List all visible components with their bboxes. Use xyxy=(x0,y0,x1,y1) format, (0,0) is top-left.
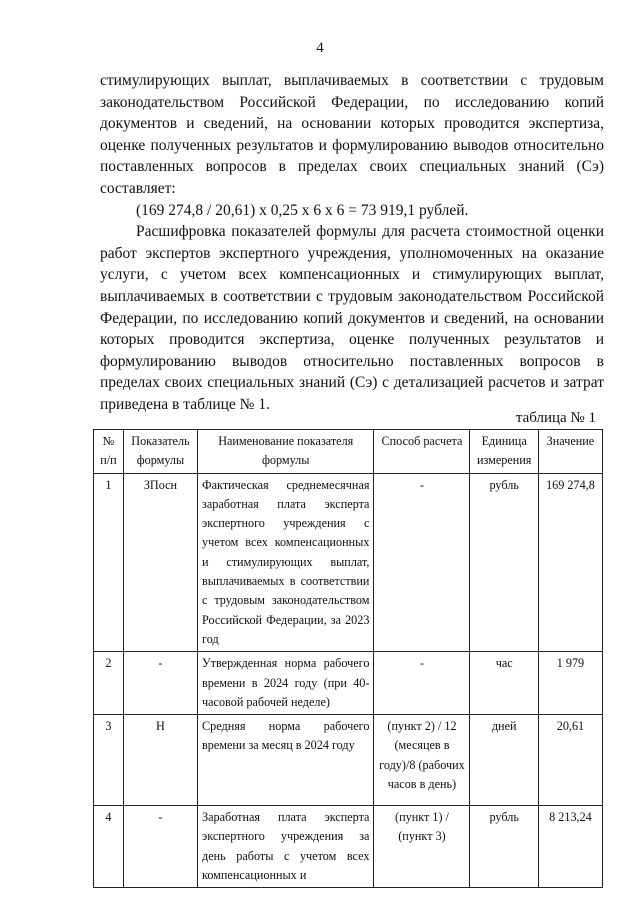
table-row xyxy=(94,806,603,888)
cell-value: 8 213,24 xyxy=(538,806,602,888)
cell-method: - xyxy=(374,473,470,652)
header-method: Способ расчета xyxy=(374,430,470,474)
table-row xyxy=(94,715,603,806)
header-number: № п/п xyxy=(94,430,124,474)
paragraph-explanation: Расшифровка показателей формулы для расчета стоимостной оценки работ экспертов экспертного учреждения, уполномоченных на оказание услуги, с учетом всех компенсационных и стимулирующих выплат, выплачиваемых в соответствии с трудовым законодательством Российской Федерации, по исследованию копий документов и сведений, на основании которых проводится экспертиза, оценке полученных результатов и формулированию выводов относительно поставленных вопросов в пределах своих специальных знаний (Сэ) с детализацией расчетов и затрат приведена в таблице № 1. xyxy=(100,223,604,413)
cell-number: 3 xyxy=(94,715,124,806)
cell-method: (пункт 1) / (пункт 3) xyxy=(374,806,470,888)
formula-line: (169 274,8 / 20,61) х 0,25 х 6 х 6 = 73 919,1 рублей. xyxy=(136,201,469,219)
cell-method: - xyxy=(374,652,470,715)
cell-unit: час xyxy=(470,652,538,715)
header-unit: Единица измерения xyxy=(470,430,538,474)
cell-indicator: Н xyxy=(123,715,197,806)
cell-value: 169 274,8 xyxy=(538,473,602,652)
cell-indicator: - xyxy=(123,806,197,888)
header-name: Наименование показателя формулы xyxy=(198,430,374,474)
cell-name: Заработная плата эксперта экспертного учреждения за день работы с учетом всех компенсационных и xyxy=(198,806,374,888)
table-row xyxy=(94,652,603,715)
cell-indicator: - xyxy=(123,652,197,715)
cell-method: (пункт 2) / 12 (месяцев в году)/8 (рабочих часов в день) xyxy=(374,715,470,806)
header-indicator: Показатель формулы xyxy=(123,430,197,474)
table-header-row xyxy=(94,430,603,474)
cell-unit: дней xyxy=(470,715,538,806)
cell-number: 4 xyxy=(94,806,124,888)
cell-name: Утвержденная норма рабочего времени в 2024 году (при 40-часовой рабочей неделе) xyxy=(198,652,374,715)
cell-value: 1 979 xyxy=(538,652,602,715)
table-row xyxy=(94,473,603,652)
paragraph-continuation: стимулирующих выплат, выплачиваемых в соответствии с трудовым законодательством Российской Федерации, по исследованию копий документов и сведений, на основании которых проводится экспертиза, оценке полученных результатов и формулированию выводов относительно поставленных вопросов в пределах своих специальных знаний (Сэ) составляет: xyxy=(100,72,604,197)
table-caption: таблица № 1 xyxy=(515,410,596,426)
cell-indicator: ЗПосн xyxy=(123,473,197,652)
header-value: Значение xyxy=(538,430,602,474)
body-text xyxy=(100,70,604,416)
cell-number: 1 xyxy=(94,473,124,652)
calculation-table xyxy=(93,429,603,888)
cell-value: 20,61 xyxy=(538,715,602,806)
cell-unit: рубль xyxy=(470,806,538,888)
cell-name: Фактическая среднемесячная заработная плата эксперта экспертного учреждения с учетом всех компенсационных и стимулирующих выплат, выплачиваемых в соответствии с трудовым законодательством Российской Федерации, за 2023 год xyxy=(198,473,374,652)
cell-name: Средняя норма рабочего времени за месяц в 2024 году xyxy=(198,715,374,806)
cell-number: 2 xyxy=(94,652,124,715)
page-number: 4 xyxy=(316,40,324,56)
cell-unit: рубль xyxy=(470,473,538,652)
